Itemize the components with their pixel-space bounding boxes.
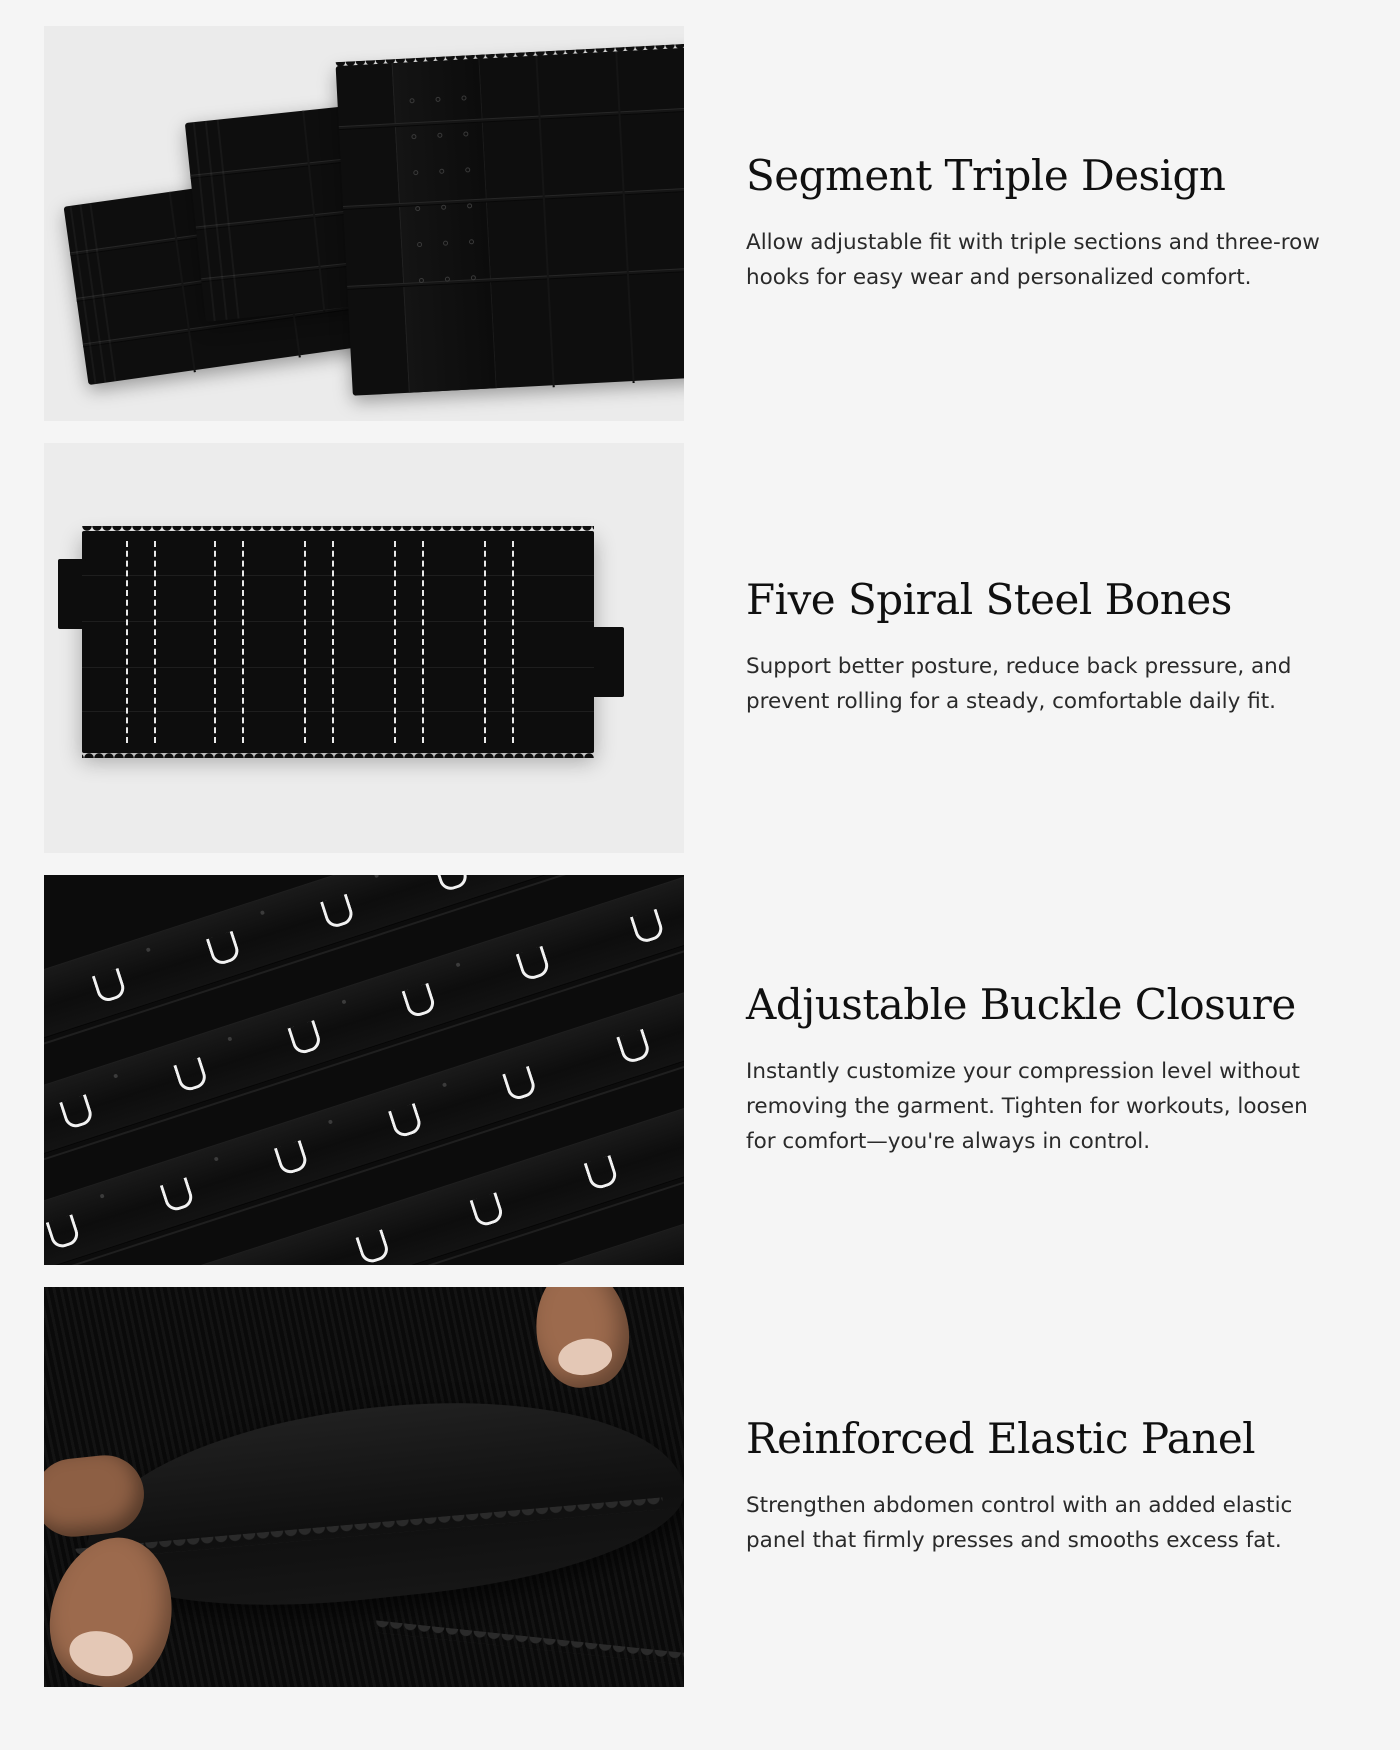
feature-image-segment-triple-design bbox=[44, 26, 684, 421]
feature-row bbox=[44, 875, 1356, 1265]
feature-title: Reinforced Elastic Panel bbox=[746, 1414, 1256, 1464]
steel-bone-3 bbox=[304, 541, 334, 743]
feature-image-adjustable-buckle-closure bbox=[44, 875, 684, 1265]
belt-segment-top bbox=[336, 46, 684, 395]
feature-text-column bbox=[684, 875, 1356, 1265]
feature-image-five-spiral-steel-bones bbox=[44, 443, 684, 853]
feature-description: Support better posture, reduce back pressure, and prevent rolling for a steady, comfortable daily fit. bbox=[746, 654, 1292, 715]
hook-rows-graphic bbox=[44, 875, 684, 1265]
feature-description: Strengthen abdomen control with an added elastic panel that firmly presses and smooths excess fat. bbox=[746, 1493, 1293, 1554]
feature-title: Segment Triple Design bbox=[746, 150, 1226, 200]
feature-text-column bbox=[684, 26, 1356, 421]
feature-row bbox=[44, 26, 1356, 421]
feature-text-column bbox=[684, 443, 1356, 853]
feature-title: Five Spiral Steel Bones bbox=[746, 575, 1232, 625]
feature-description: Instantly customize your compression level without removing the garment. Tighten for workouts, loosen for comfort—you're always in control. bbox=[746, 1058, 1308, 1154]
feature-description: Allow adjustable fit with triple sections and three-row hooks for easy wear and personalized comfort. bbox=[746, 229, 1320, 290]
feature-image-reinforced-elastic-panel bbox=[44, 1287, 684, 1687]
flat-belt-graphic bbox=[82, 531, 594, 753]
steel-bone-1 bbox=[126, 541, 156, 743]
feature-text-column bbox=[684, 1287, 1356, 1687]
steel-bone-4 bbox=[394, 541, 424, 743]
steel-bone-2 bbox=[214, 541, 244, 743]
feature-row bbox=[44, 1287, 1356, 1687]
feature-title: Adjustable Buckle Closure bbox=[746, 979, 1296, 1029]
feature-row bbox=[44, 443, 1356, 853]
steel-bone-5 bbox=[484, 541, 514, 743]
